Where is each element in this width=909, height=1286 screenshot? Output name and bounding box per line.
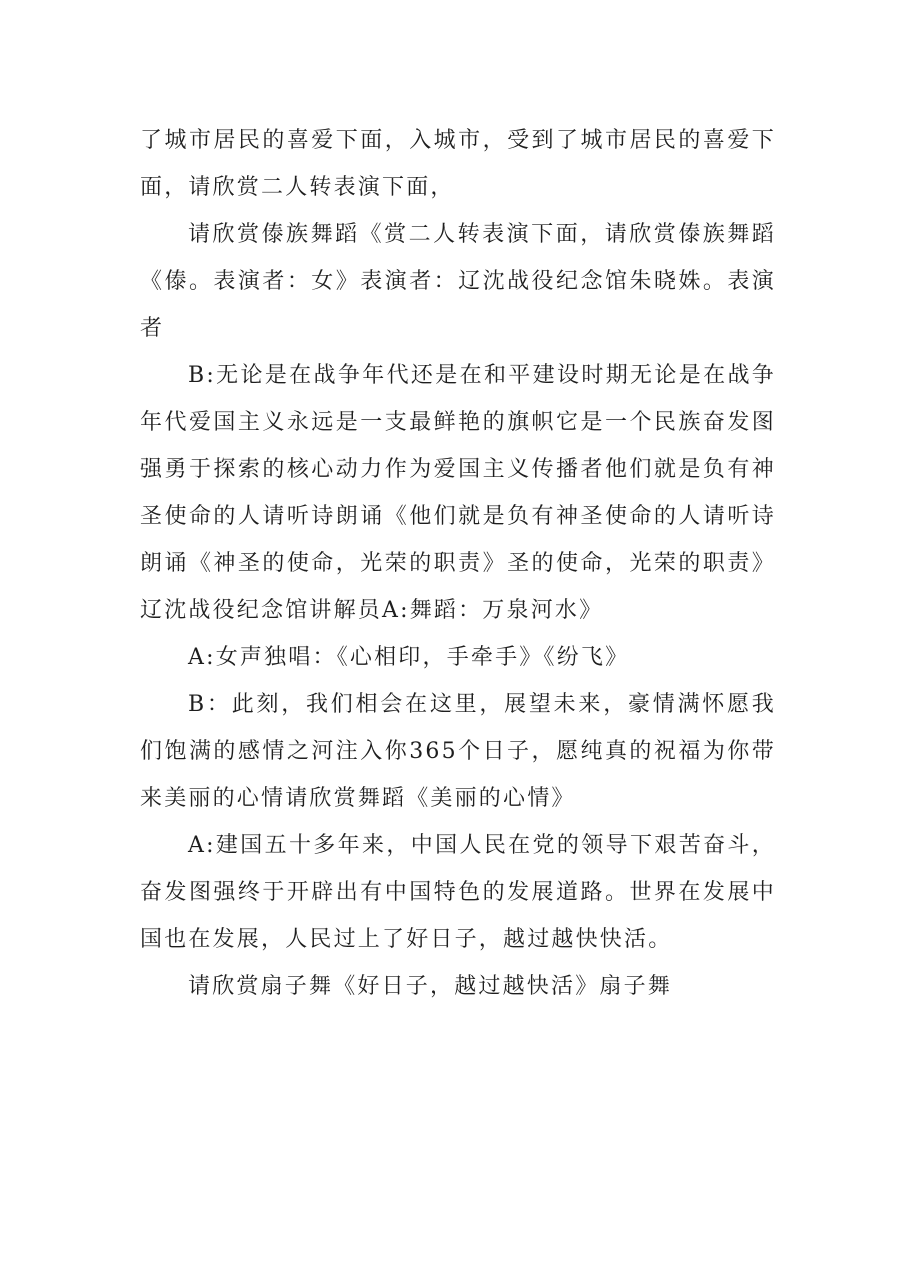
paragraph-6: A:建国五十多年来，中国人民在党的领导下艰苦奋斗，奋发图强终于开辟出有中国特色的发展道路。世界在发展中国也在发展，人民过上了好日子，越过越快快活。 [140,833,776,952]
paragraph-2: 请欣赏傣族舞蹈《赏二人转表演下面，请欣赏傣族舞蹈《傣。表演者：女》表演者：辽沈战役纪念馆朱晓姝。表演者 [140,222,776,341]
paragraph-4: A:女声独唱：《心相印，手牵手》《纷飞》 [188,645,630,670]
paragraph-3: B:无论是在战争年代还是在和平建设时期无论是在战争年代爱国主义永远是一支最鲜艳的旗帜它是一个民族奋发图强勇于探索的核心动力作为爱国主义传播者他们就是负有神圣使命的人请听诗朗诵《他们就是负有神圣使命的人请听诗朗诵《神圣的使命，光荣的职责》圣的使命，光荣的职责》辽沈战役纪念馆讲解员A:舞蹈：万泉河水》 [140,363,776,623]
paragraph-1: 了城市居民的喜爱下面，入城市，受到了城市居民的喜爱下面，请欣赏二人转表演下面， [140,128,776,200]
paragraph-5: B：此刻，我们相会在这里，展望未来，豪情满怀愿我们饱满的感情之河注入你365个日子，愿纯真的祝福为你带来美丽的心情请欣赏舞蹈《美丽的心情》 [140,692,776,811]
document-body [140,117,776,1010]
paragraph-7: 请欣赏扇子舞《好日子，越过越快活》扇子舞 [188,974,673,999]
